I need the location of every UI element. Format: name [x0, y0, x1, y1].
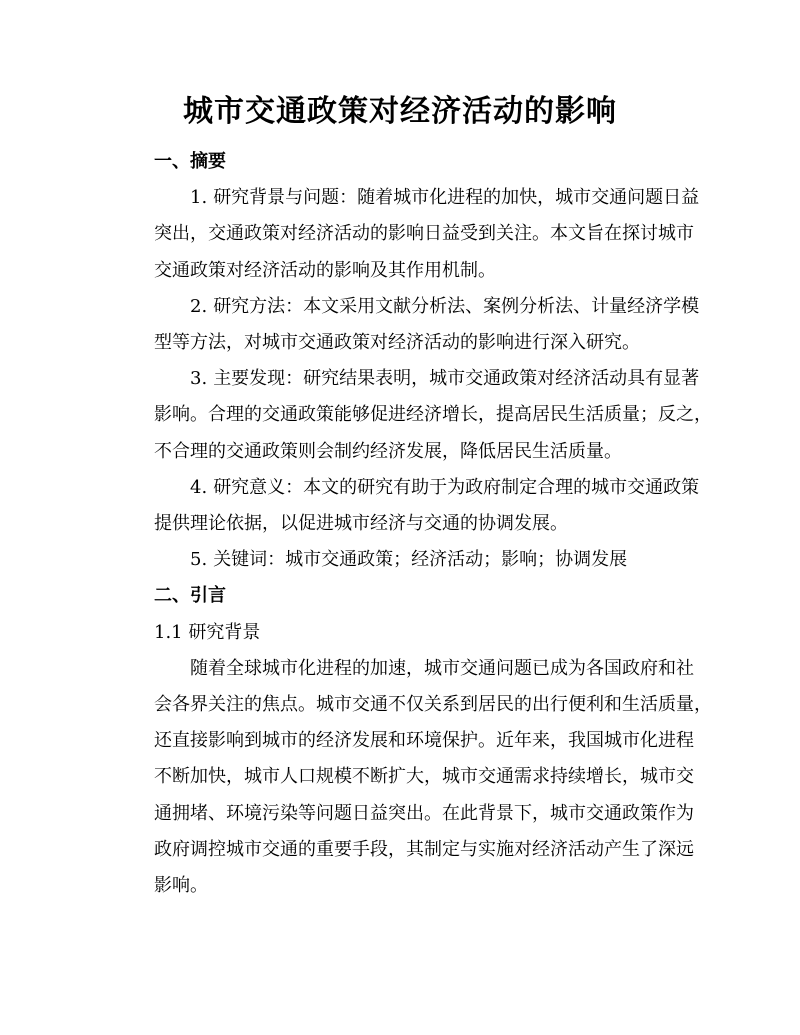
paragraph-line: 2. 研究方法：本文采用文献分析法、案例分析法、计量经济学模: [190, 295, 700, 317]
section-heading-abstract: 一、摘要: [154, 151, 226, 172]
abstract-item-4: [118, 470, 700, 542]
intro-paragraph: [118, 651, 712, 904]
paragraph-line: 还直接影响到城市的经济发展和环境保护。近年来，我国城市化进程: [154, 730, 694, 752]
paragraph-line: 影响。: [154, 875, 208, 897]
paragraph-line: 不合理的交通政策则会制约经济发展，降低居民生活质量。: [154, 440, 622, 462]
paragraph-line: 突出，交通政策对经济活动的影响日益受到关注。本文旨在探讨城市: [154, 223, 694, 245]
paragraph-line: 提供理论依据，以促进城市经济与交通的协调发展。: [154, 513, 568, 535]
abstract-item-5: [118, 542, 690, 578]
paragraph-line: 会各界关注的焦点。城市交通不仅关系到居民的出行便利和生活质量，: [154, 694, 712, 716]
item-number: 3.: [190, 368, 208, 390]
document-body: [118, 144, 712, 904]
paragraph-line: 4. 研究意义：本文的研究有助于为政府制定合理的城市交通政策: [190, 476, 700, 498]
subsection-heading-background: 1.1 研究背景: [154, 621, 261, 643]
section-heading-intro: 二、引言: [154, 585, 226, 607]
paragraph-line: 影响。合理的交通政策能够促进经济增长，提高居民生活质量；反之，: [154, 404, 712, 426]
paragraph-line: 通拥堵、环境污染等问题日益突出。在此背景下，城市交通政策作为: [154, 802, 694, 824]
paragraph-line: 1. 研究背景与问题：随着城市化进程的加快，城市交通问题日益: [190, 187, 700, 209]
paragraph-line: 随着全球城市化进程的加速，城市交通问题已成为各国政府和社: [190, 657, 694, 679]
item-number: 1.: [190, 187, 208, 209]
item-number: 5.: [190, 549, 208, 571]
paragraph-line: 交通政策对经济活动的影响及其作用机制。: [154, 259, 496, 281]
paragraph-line: 5. 关键词：城市交通政策；经济活动；影响；协调发展: [190, 549, 628, 571]
abstract-item-2: [118, 289, 700, 361]
abstract-item-1: [118, 180, 700, 289]
paragraph-line: 型等方法，对城市交通政策对经济活动的影响进行深入研究。: [154, 332, 640, 354]
document-title: 城市交通政策对经济活动的影响: [183, 94, 617, 129]
paragraph-line: 不断加快，城市人口规模不断扩大，城市交通需求持续增长，城市交: [154, 766, 694, 788]
abstract-item-3: [118, 361, 712, 470]
paragraph-line: 3. 主要发现：研究结果表明，城市交通政策对经济活动具有显著: [190, 368, 700, 390]
paragraph-line: 政府调控城市交通的重要手段，其制定与实施对经济活动产生了深远: [154, 838, 694, 860]
item-number: 2.: [190, 295, 208, 317]
item-number: 4.: [190, 476, 208, 498]
